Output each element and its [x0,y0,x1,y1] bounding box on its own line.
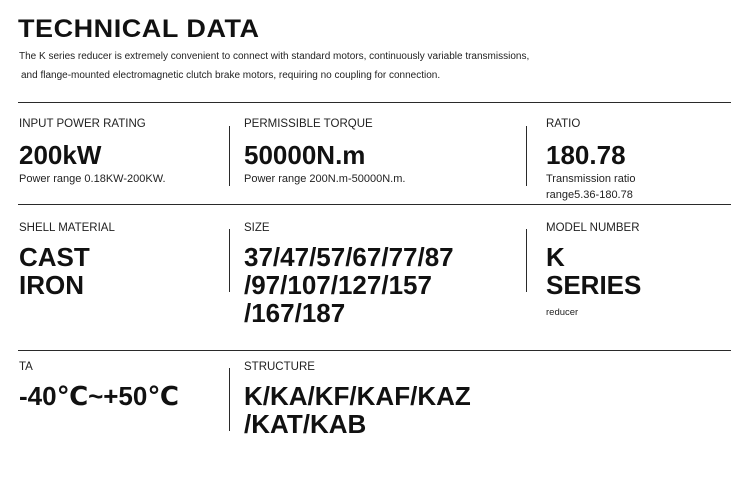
spec-note: Power range 0.18KW-200KW. [19,173,166,185]
intro-line-2: and flange-mounted electromagnetic clutch brake motors, requiring no coupling for connection. [21,70,441,81]
spec-value [19,243,115,299]
spec-torque [244,117,405,187]
page-title: TECHNICAL DATA [18,15,260,43]
spec-value [244,243,454,327]
spec-value: 200kW [19,140,102,170]
spec-structure [244,360,471,438]
spec-model-number [546,221,641,319]
divider-col-2-row-2 [526,229,527,292]
spec-value-line: IRON [19,270,84,300]
divider-row-2 [18,204,731,205]
spec-label: PERMISSIBLE TORQUE [244,118,373,130]
spec-size [244,221,454,327]
spec-value-line: K [546,242,565,272]
spec-label: MODEL NUMBER [546,222,640,234]
spec-ratio [546,117,635,203]
spec-value-line: CAST [19,242,90,272]
divider-col-2-row-1 [526,126,527,186]
spec-value: 50000N.m [244,140,366,170]
spec-shell-material [19,221,115,299]
spec-value-line: /167/187 [244,298,346,328]
divider-top [18,102,731,103]
spec-value: -40℃~+50℃ [19,381,179,411]
spec-input-power [19,117,166,187]
divider-col-1-row-2 [229,229,230,292]
spec-value-line: 37/47/57/67/77/87 [244,242,454,272]
divider-col-1-row-3 [229,368,230,431]
spec-note: reducer [546,307,579,318]
spec-label: TA [19,361,33,373]
spec-label: SHELL MATERIAL [19,222,115,234]
spec-note-line: range5.36-180.78 [546,189,633,201]
spec-label: SIZE [244,222,270,234]
spec-ta [19,360,179,410]
spec-value [244,382,471,438]
spec-value: 180.78 [546,140,626,170]
divider-col-1-row-1 [229,126,230,186]
spec-label: INPUT POWER RATING [19,118,146,130]
divider-row-3 [18,350,731,351]
spec-value-line: SERIES [546,270,642,300]
spec-note [546,171,635,203]
spec-note: Power range 200N.m-50000N.m. [244,173,406,185]
spec-value [546,243,641,299]
intro-line-1: The K series reducer is extremely convenient to connect with standard motors, continuously variable transmissions, [19,51,530,62]
spec-value-line: /KAT/KAB [244,409,367,439]
spec-note-line: Transmission ratio [546,173,636,185]
spec-label: RATIO [546,118,581,130]
spec-label: STRUCTURE [244,361,315,373]
spec-value-line: K/KA/KF/KAF/KAZ [244,381,471,411]
spec-value-line: /97/107/127/157 [244,270,432,300]
